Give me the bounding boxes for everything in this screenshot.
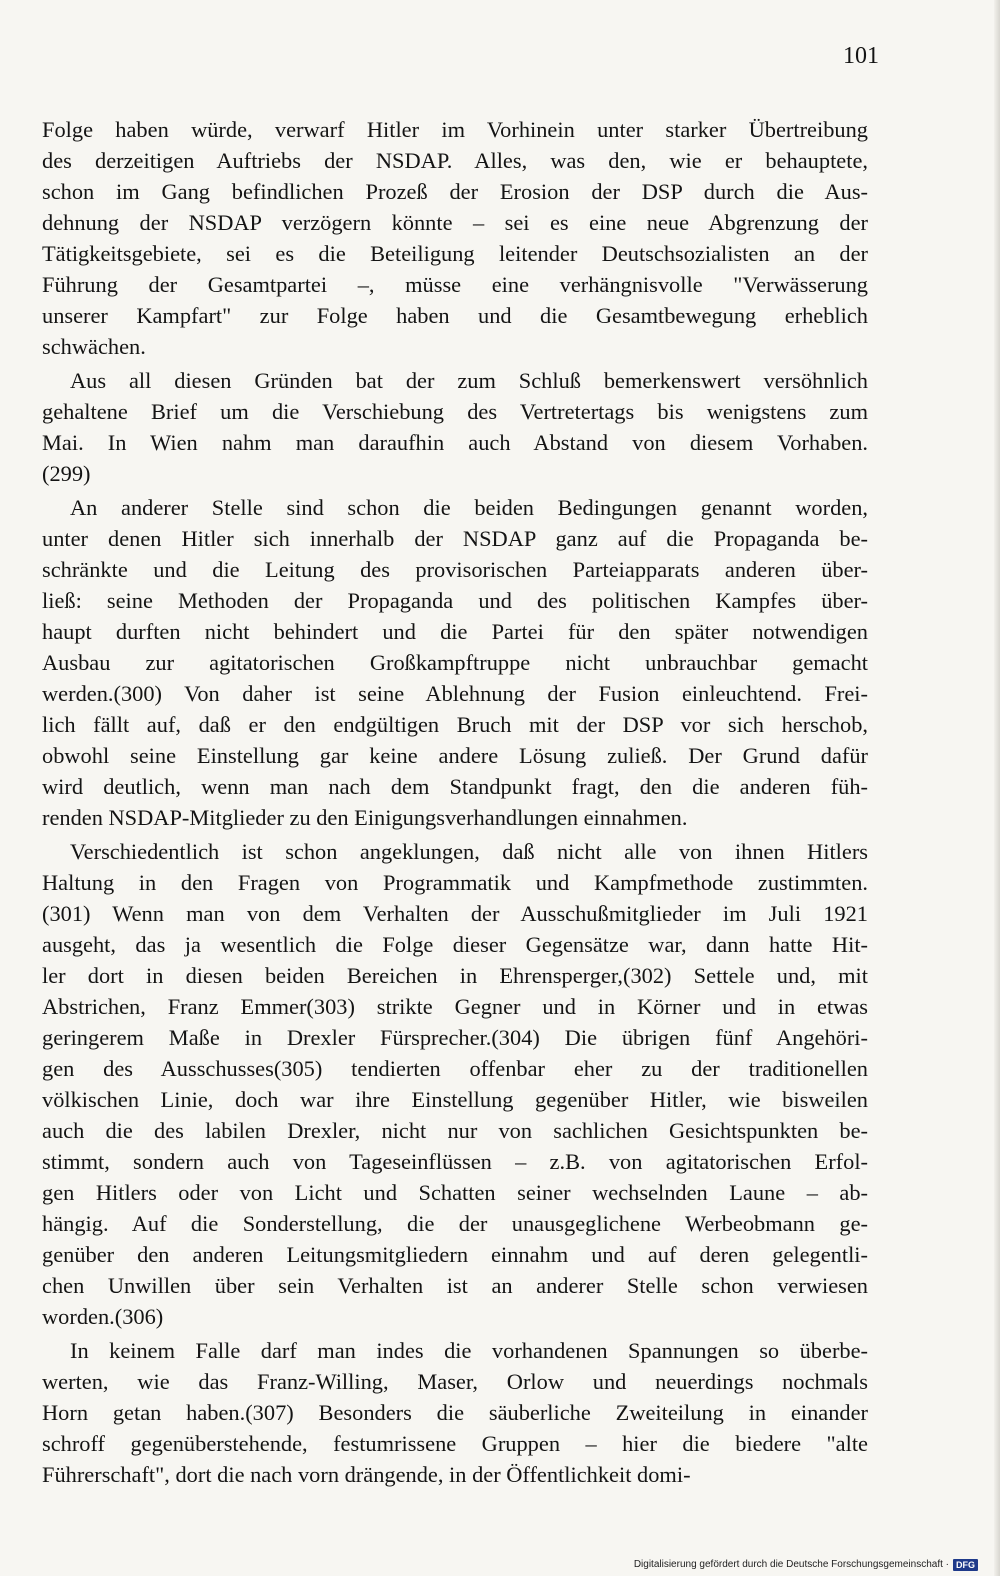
text-line: ler dort in diesen beiden Bereichen in Ehrensperger,(302) Settele und, mit: [42, 963, 868, 988]
text-line: hängig. Auf die Sonderstellung, die der unausgeglichene Werbeobmann ge-: [42, 1211, 868, 1236]
page-number: 101: [843, 43, 879, 69]
page-edge-shadow: [994, 0, 1000, 1576]
text-line: Tätigkeitsgebiete, sei es die Beteiligung leitender Deutschsozialisten an der: [42, 241, 868, 266]
text-line: schränkte und die Leitung des provisorischen Parteiapparats anderen über-: [42, 557, 868, 582]
text-line: In keinem Falle darf man indes die vorhandenen Spannungen so überbe-: [70, 1338, 868, 1363]
text-line: Führung der Gesamtpartei –, müsse eine verhängnisvolle "Verwässerung: [42, 272, 868, 297]
paragraph: [42, 1335, 868, 1490]
text-line: stimmt, sondern auch von Tageseinflüssen – z.B. von agitatorischen Erfol-: [42, 1149, 868, 1174]
text-line: obwohl seine Einstellung gar keine andere Lösung zuließ. Der Grund dafür: [42, 743, 868, 768]
text-line: haupt durften nicht behindert und die Partei für den später notwendigen: [42, 619, 868, 644]
text-line: worden.(306): [42, 1304, 164, 1329]
text-line: dehnung der NSDAP verzögern könnte – sei es eine neue Abgrenzung der: [42, 210, 868, 235]
text-line: Horn getan haben.(307) Besonders die säuberliche Zweiteilung in einander: [42, 1400, 868, 1425]
text-line: Verschiedentlich ist schon angeklungen, daß nicht alle von ihnen Hitlers: [70, 839, 868, 864]
text-line: unter denen Hitler sich innerhalb der NSDAP ganz auf die Propaganda be-: [42, 526, 868, 551]
text-line: renden NSDAP-Mitglieder zu den Einigungsverhandlungen einnahmen.: [42, 805, 688, 830]
text-line: (301) Wenn man von dem Verhalten der Ausschußmitglieder im Juli 1921: [42, 901, 868, 926]
paragraph: [42, 836, 868, 1332]
text-line: ließ: seine Methoden der Propaganda und des politischen Kampfes über-: [42, 588, 868, 613]
dfg-logo: DFG: [953, 1559, 978, 1571]
text-line: Führerschaft", dort die nach vorn drängende, in der Öffentlichkeit domi-: [42, 1462, 691, 1487]
paragraph: [42, 365, 868, 489]
paragraph: [42, 492, 868, 833]
text-line: schwächen.: [42, 334, 146, 359]
text-line: Mai. In Wien nahm man daraufhin auch Abstand von diesem Vorhaben.: [42, 430, 868, 455]
text-line: An anderer Stelle sind schon die beiden Bedingungen genannt worden,: [70, 495, 868, 520]
text-line: gen des Ausschusses(305) tendierten offenbar eher zu der traditionellen: [42, 1056, 868, 1081]
text-line: auch die des labilen Drexler, nicht nur von sachlichen Gesichtspunkten be-: [42, 1118, 868, 1143]
text-line: Folge haben würde, verwarf Hitler im Vorhinein unter starker Übertreibung: [42, 117, 868, 142]
text-line: ausgeht, das ja wesentlich die Folge dieser Gegensätze war, dann hatte Hit-: [42, 932, 868, 957]
text-line: Ausbau zur agitatorischen Großkampftruppe nicht unbrauchbar gemacht: [42, 650, 868, 675]
text-line: (299): [42, 461, 91, 486]
paragraph: [42, 114, 868, 362]
body-text: [42, 114, 868, 1490]
text-line: chen Unwillen über sein Verhalten ist an anderer Stelle schon verwiesen: [42, 1273, 868, 1298]
text-line: werten, wie das Franz-Willing, Maser, Orlow und neuerdings nochmals: [42, 1369, 868, 1394]
text-line: wird deutlich, wenn man nach dem Standpunkt fragt, den die anderen füh-: [42, 774, 868, 799]
text-line: Abstrichen, Franz Emmer(303) strikte Gegner und in Körner und in etwas: [42, 994, 868, 1019]
text-line: unserer Kampfart" zur Folge haben und die Gesamtbewegung erheblich: [42, 303, 868, 328]
text-line: geringerem Maße in Drexler Fürsprecher.(304) Die übrigen fünf Angehöri-: [42, 1025, 868, 1050]
text-line: völkischen Linie, doch war ihre Einstellung gegenüber Hitler, wie bisweilen: [42, 1087, 868, 1112]
text-line: des derzeitigen Auftriebs der NSDAP. Alles, was den, wie er behauptete,: [42, 148, 868, 173]
footer-credit: Digitalisierung gefördert durch die Deutsche Forschungsgemeinschaft ·: [633, 1559, 949, 1570]
text-line: gehaltene Brief um die Verschiebung des Vertretertags bis wenigstens zum: [42, 399, 868, 424]
text-line: schon im Gang befindlichen Prozeß der Erosion der DSP durch die Aus-: [42, 179, 868, 204]
text-line: gen Hitlers oder von Licht und Schatten seiner wechselnden Laune – ab-: [42, 1180, 868, 1205]
text-line: schroff gegenüberstehende, festumrissene Gruppen – hier die biedere "alte: [42, 1431, 868, 1456]
text-line: Haltung in den Fragen von Programmatik und Kampfmethode zustimmten.: [42, 870, 868, 895]
text-line: genüber den anderen Leitungsmitgliedern einnahm und auf deren gelegentli-: [42, 1242, 868, 1267]
text-line: werden.(300) Von daher ist seine Ablehnung der Fusion einleuchtend. Frei-: [42, 681, 868, 706]
digitization-footer: [634, 1558, 978, 1572]
text-line: lich fällt auf, daß er den endgültigen Bruch mit der DSP vor sich herschob,: [42, 712, 868, 737]
text-line: Aus all diesen Gründen bat der zum Schluß bemerkenswert versöhnlich: [70, 368, 868, 393]
